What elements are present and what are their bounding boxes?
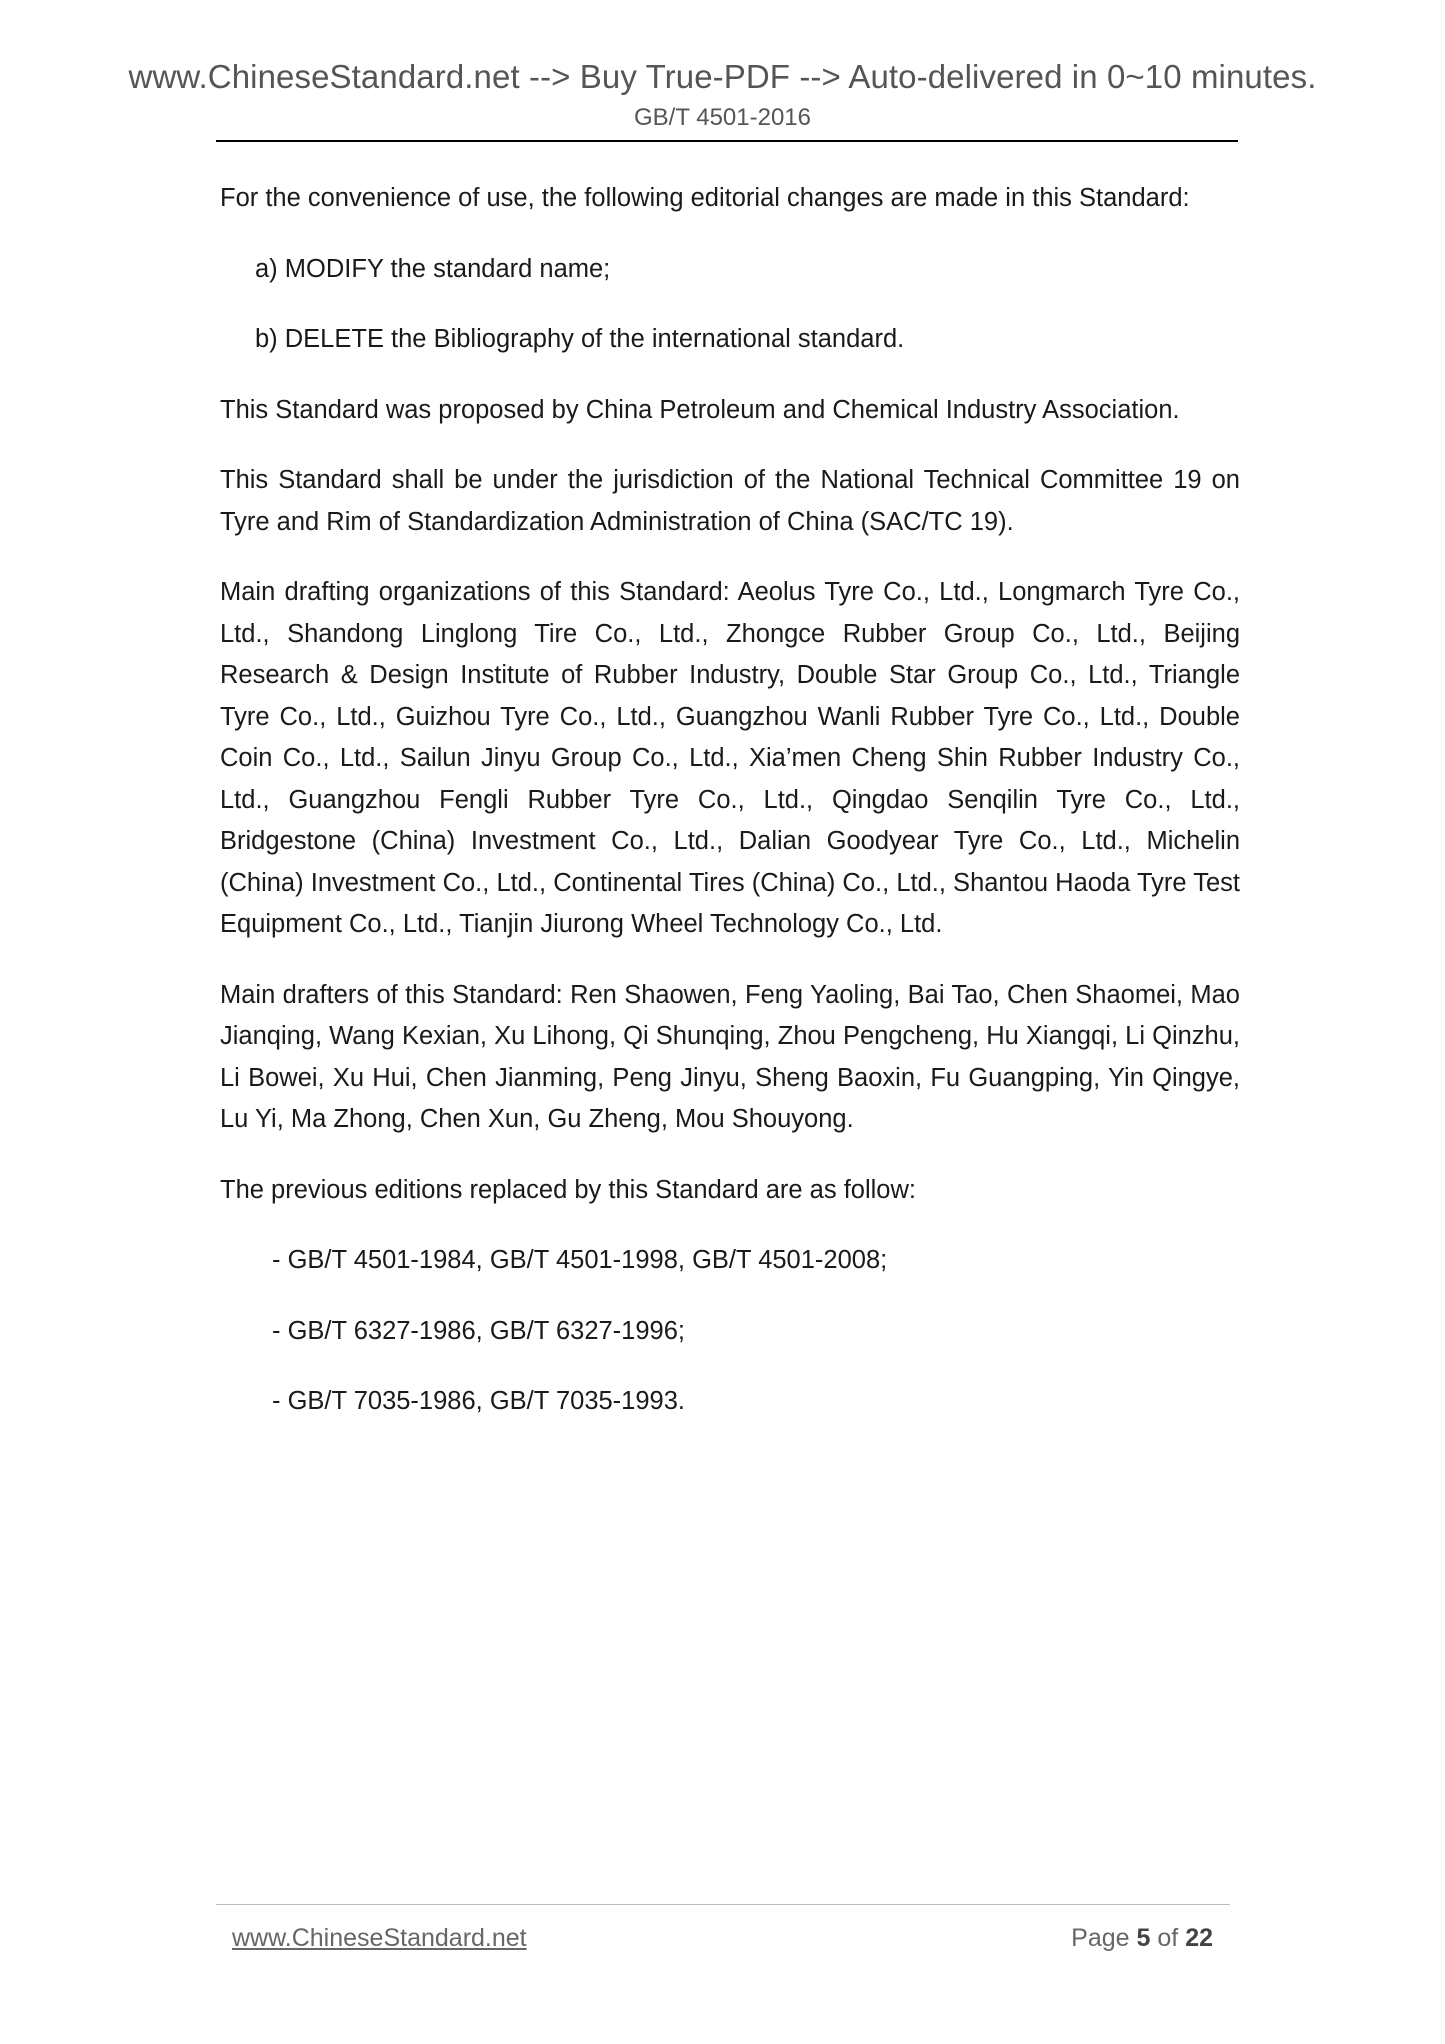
intro-paragraph: For the convenience of use, the following editorial changes are made in this Standard:: [220, 184, 1190, 212]
header-divider: [216, 140, 1238, 142]
footer-divider: [216, 1904, 1230, 1905]
jurisdiction-paragraph: This Standard shall be under the jurisdiction of the National Technical Committee 19 on Tyre and Rim of Standardization Administration of China (SAC/TC 19).: [220, 466, 1240, 536]
proposed-by-paragraph: This Standard was proposed by China Petroleum and Chemical Industry Association.: [220, 395, 1180, 424]
drafters-paragraph: Main drafters of this Standard: Ren Shaowen, Feng Yaoling, Bai Tao, Chen Shaomei, Mao Jianqing, Wang Kexian, Xu Lihong, Qi Shunqing, Zhou Pengcheng, Hu Xiangqi, Li Qinzhu, Li Bowei, Xu Hui, Chen Jianming, Peng Jinyu, Sheng Baoxin, Fu Guangping, Yin Qingye, Lu Yi, Ma Zhong, Chen Xun, Gu Zheng, Mou Shouyong.: [220, 980, 1240, 1133]
of-word: of: [1157, 1924, 1179, 1952]
document-body: [220, 178, 1240, 1452]
header-banner: www.ChineseStandard.net --> Buy True-PDF --> Auto-delivered in 0~10 minutes.: [128, 58, 1317, 95]
previous-editions-intro: The previous editions replaced by this Standard are as follow:: [220, 1175, 916, 1204]
previous-edition-item: - GB/T 6327-1986, GB/T 6327-1996;: [272, 1316, 685, 1345]
change-item-a: a) MODIFY the standard name;: [255, 254, 611, 283]
standard-code: GB/T 4501-2016: [633, 104, 811, 131]
previous-edition-item: - GB/T 4501-1984, GB/T 4501-1998, GB/T 4501-2008;: [272, 1246, 888, 1274]
total-pages: 22: [1185, 1924, 1213, 1952]
page-word: Page: [1071, 1924, 1130, 1952]
page-indicator: [1071, 1924, 1213, 1953]
footer-site-link[interactable]: www.ChineseStandard.net: [232, 1924, 527, 1952]
organizations-paragraph: Main drafting organizations of this Standard: Aeolus Tyre Co., Ltd., Longmarch Tyre Co., Ltd., Shandong Linglong Tire Co., Ltd., Zhongce Rubber Group Co., Ltd., Beijing Research & Design Institute of Rubber Industry, Double Star Group Co., Ltd., Triangle Tyre Co., Ltd., Guizhou Tyre Co., Ltd., Guangzhou Wanli Rubber Tyre Co., Ltd., Double Coin Co., Ltd., Sailun Jinyu Group Co., Ltd., Xia’men Cheng Shin Rubber Industry Co., Ltd., Guangzhou Fengli Rubber Tyre Co., Ltd., Qingdao Senqilin Tyre Co., Ltd., Bridgestone (China) Investment Co., Ltd., Dalian Goodyear Tyre Co., Ltd., Michelin (China) Investment Co., Ltd., Continental Tires (China) Co., Ltd., Shantou Haoda Tyre Test Equipment Co., Ltd., Tianjin Jiurong Wheel Technology Co., Ltd.: [220, 578, 1240, 938]
previous-edition-item: - GB/T 7035-1986, GB/T 7035-1993.: [272, 1387, 685, 1415]
change-item-b: b) DELETE the Bibliography of the international standard.: [255, 325, 905, 353]
current-page-number: 5: [1136, 1924, 1151, 1952]
